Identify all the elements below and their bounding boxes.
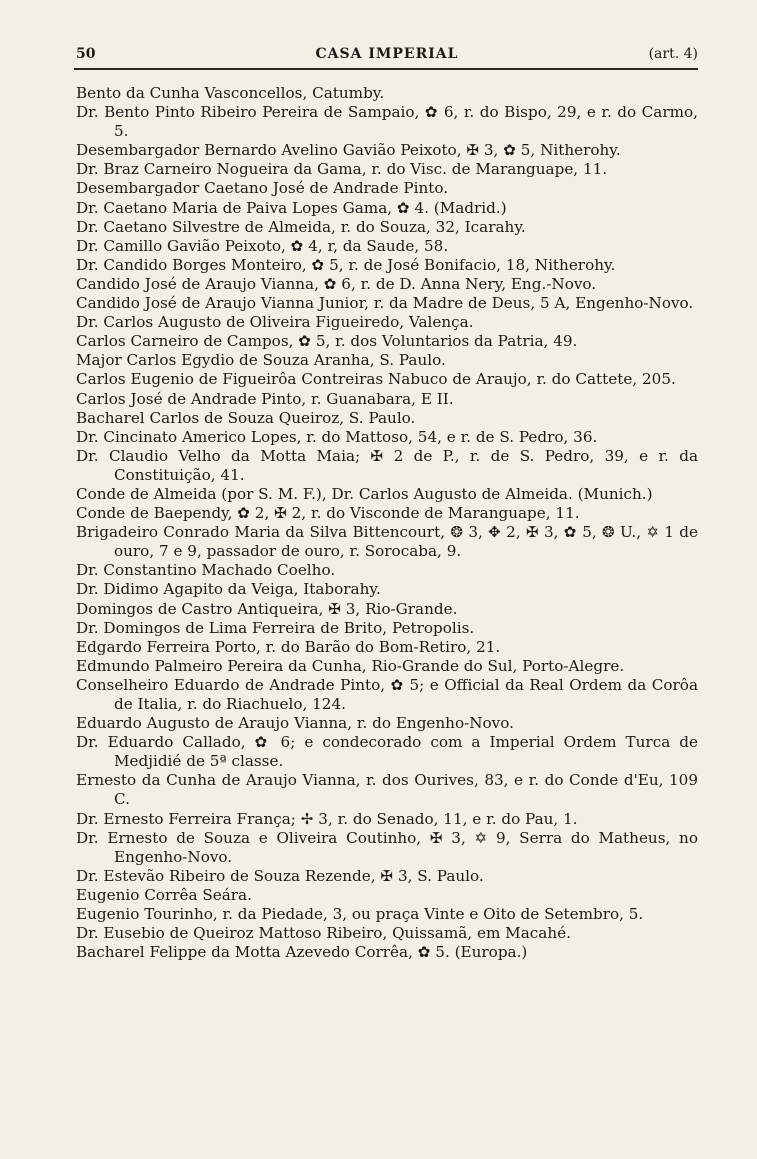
list-item: Dr. Eduardo Callado, ✿ 6; e condecorado com a Imperial Ordem Turca de Medjidié de 5ª classe. <box>76 733 698 771</box>
list-item: Eduardo Augusto de Araujo Vianna, r. do Engenho-Novo. <box>76 714 514 733</box>
list-item: Bento da Cunha Vasconcellos, Catumby. <box>76 84 385 102</box>
list-item: Dr. Cincinato Americo Lopes, r. do Mattoso, 54, e r. de S. Pedro, 36. <box>76 427 598 446</box>
running-title: CASA IMPERIAL <box>315 46 459 62</box>
list-item: Dr. Estevão Ribeiro de Souza Rezende, ✠ 3, S. Paulo. <box>76 866 484 885</box>
list-item: Conde de Baependy, ✿ 2, ✠ 2, r. do Visconde de Maranguape, 11. <box>76 504 580 523</box>
list-item: Dr. Braz Carneiro Nogueira da Gama, r. do Visc. de Maranguape, 11. <box>76 160 608 179</box>
list-item: Desembargador Caetano José de Andrade Pinto. <box>76 179 449 198</box>
page-header <box>76 46 698 68</box>
list-item: Eugenio Corrêa Seára. <box>76 885 252 904</box>
list-item: Dr. Domingos de Lima Ferreira de Brito, Petropolis. <box>76 618 475 637</box>
list-item: Dr. Carlos Augusto de Oliveira Figueiredo, Valença. <box>76 313 474 332</box>
list-item: Dr. Didimo Agapito da Veiga, Itaborahy. <box>76 580 381 599</box>
article-reference: (art. 4) <box>648 46 698 62</box>
list-item: Dr. Eusebio de Queiroz Mattoso Ribeiro, Quissamã, em Macahé. <box>76 924 571 943</box>
list-item: Brigadeiro Conrado Maria da Silva Bittencourt, ❂ 3, ✥ 2, ✠ 3, ✿ 5, ❂ U., ✡ 1 de ouro, 7 e 9, passador de ouro, r. Sorocaba, 9. <box>76 523 698 561</box>
list-item: Candido José de Araujo Vianna, ✿ 6, r. de D. Anna Nery, Eng.-Novo. <box>76 274 597 293</box>
list-item: Ernesto da Cunha de Araujo Vianna, r. dos Ourives, 83, e r. do Conde d'Eu, 109 C. <box>76 771 698 809</box>
list-item: Edmundo Palmeiro Pereira da Cunha, Rio-Grande do Sul, Porto-Alegre. <box>76 656 625 675</box>
header-rule <box>74 68 698 70</box>
list-item: Dr. Bento Pinto Ribeiro Pereira de Sampaio, ✿ 6, r. do Bispo, 29, e r. do Carmo, 5. <box>76 103 698 141</box>
list-item: Major Carlos Egydio de Souza Aranha, S. Paulo. <box>76 351 446 370</box>
list-item: Dr. Caetano Silvestre de Almeida, r. do Souza, 32, Icarahy. <box>76 217 526 236</box>
list-item: Dr. Caetano Maria de Paiva Lopes Gama, ✿ 4. (Madrid.) <box>76 198 507 217</box>
list-item: Edgardo Ferreira Porto, r. do Barão do Bom-Retiro, 21. <box>76 637 501 656</box>
list-item: Carlos Carneiro de Campos, ✿ 5, r. dos Voluntarios da Patria, 49. <box>76 332 578 351</box>
list-item: Bacharel Felippe da Motta Azevedo Corrêa, ✿ 5. (Europa.) <box>76 943 528 962</box>
entry-list <box>76 84 698 962</box>
list-item: Domingos de Castro Antiqueira, ✠ 3, Rio-Grande. <box>76 599 458 618</box>
list-item: Dr. Ernesto Ferreira França; ✢ 3, r. do Senado, 11, e r. do Pau, 1. <box>76 809 578 828</box>
list-item: Conselheiro Eduardo de Andrade Pinto, ✿ 5; e Official da Real Ordem da Corôa de Italia, r. do Riachuelo, 124. <box>76 675 698 713</box>
list-item: Carlos Eugenio de Figueirôa Contreiras Nabuco de Araujo, r. do Cattete, 205. <box>76 370 676 389</box>
list-item: Bacharel Carlos de Souza Queiroz, S. Paulo. <box>76 408 416 427</box>
list-item: Dr. Ernesto de Souza e Oliveira Coutinho, ✠ 3, ✡ 9, Serra do Matheus, no Engenho-Novo. <box>76 828 698 866</box>
list-item: Eugenio Tourinho, r. da Piedade, 3, ou praça Vinte e Oito de Setembro, 5. <box>76 905 644 924</box>
page-number: 50 <box>76 46 96 62</box>
list-item: Dr. Camillo Gavião Peixoto, ✿ 4, r, da Saude, 58. <box>76 236 449 255</box>
list-item: Dr. Candido Borges Monteiro, ✿ 5, r. de José Bonifacio, 18, Nitherohy. <box>76 255 616 274</box>
list-item: Carlos José de Andrade Pinto, r. Guanabara, E II. <box>76 389 454 408</box>
list-item: Dr. Claudio Velho da Motta Maia; ✠ 2 de P., r. de S. Pedro, 39, e r. da Constituição, 41. <box>76 446 698 484</box>
list-item: Conde de Almeida (por S. M. F.), Dr. Carlos Augusto de Almeida. (Munich.) <box>76 484 653 503</box>
list-item: Candido José de Araujo Vianna Junior, r. da Madre de Deus, 5 A, Engenho-Novo. <box>76 294 694 313</box>
list-item: Desembargador Bernardo Avelino Gavião Peixoto, ✠ 3, ✿ 5, Nitherohy. <box>76 141 621 160</box>
list-item: Dr. Constantino Machado Coelho. <box>76 561 336 580</box>
